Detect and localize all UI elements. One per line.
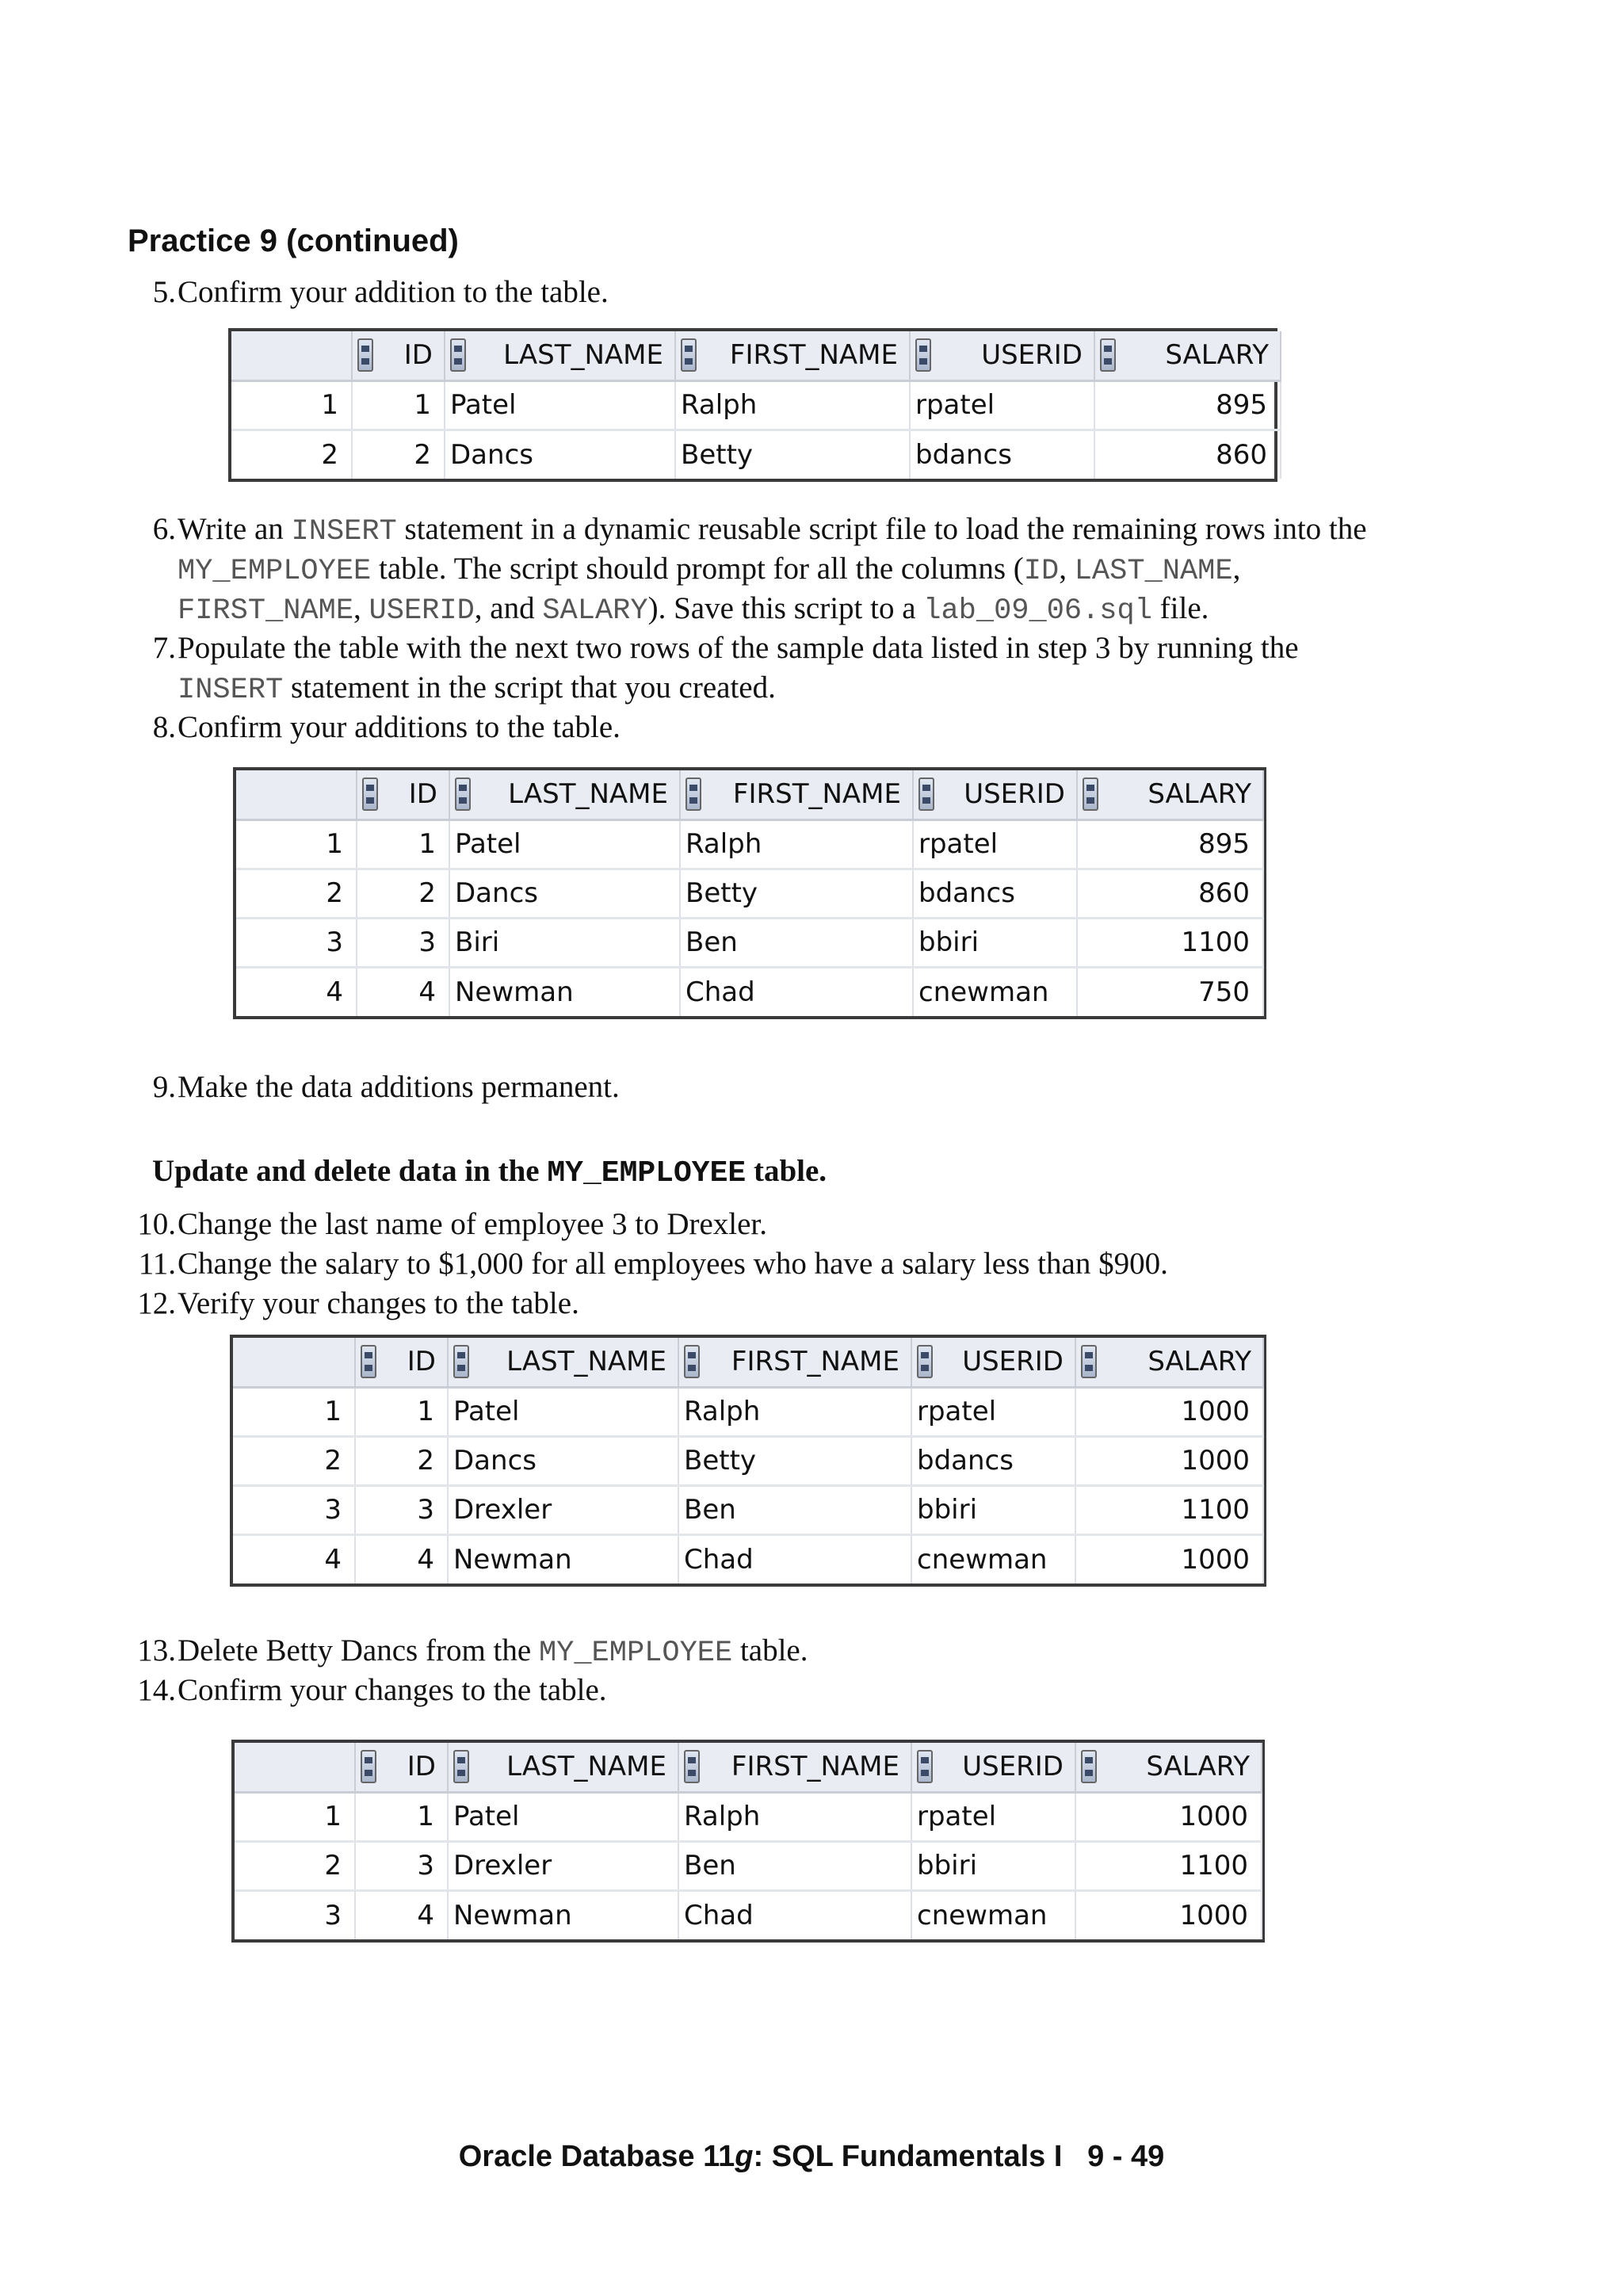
column-header-userid[interactable]	[910, 331, 1094, 380]
row-number-cell[interactable]: 2	[233, 1436, 355, 1485]
sort-icon[interactable]	[455, 777, 471, 811]
cell-id[interactable]: 4	[355, 1890, 448, 1939]
cell-userid[interactable]: cnewman	[913, 967, 1077, 1016]
code-insert: INSERT	[178, 674, 284, 707]
cell-salary[interactable]: 1000	[1075, 1534, 1263, 1584]
table-row[interactable]	[236, 967, 1263, 1016]
text: statement in a dynamic reusable script file to load the remaining rows into the	[396, 512, 1367, 546]
column-header-label: USERID	[962, 1751, 1064, 1783]
sort-icon[interactable]	[684, 1345, 700, 1378]
row-number-cell[interactable]: 1	[231, 380, 352, 430]
column-header-label: FIRST_NAME	[729, 339, 898, 372]
code-insert: INSERT	[291, 515, 397, 548]
step-text	[178, 1631, 808, 1673]
cell-userid[interactable]: bdancs	[910, 430, 1094, 479]
cell-first-name[interactable]: Chad	[678, 1534, 911, 1584]
column-header-label: FIRST_NAME	[732, 778, 901, 811]
header-row	[233, 1338, 1263, 1387]
text: statement in the script that you created.	[283, 670, 776, 705]
code-salary: SALARY	[542, 594, 648, 628]
cell-salary[interactable]: 1000	[1075, 1890, 1262, 1939]
cell-userid[interactable]: bdancs	[911, 1436, 1075, 1485]
column-header-label: SALARY	[1165, 339, 1269, 372]
step-number: 5.	[152, 275, 176, 309]
cell-salary[interactable]: 1100	[1077, 918, 1263, 967]
step-text: Confirm your changes to the table.	[178, 1673, 607, 1707]
cell-last-name[interactable]: Newman	[449, 967, 680, 1016]
cell-first-name[interactable]: Ralph	[675, 380, 910, 430]
cell-id[interactable]: 1	[357, 819, 449, 869]
step-text-line-1: Populate the table with the next two rows of the sample data listed in step 3 by running the	[178, 631, 1299, 665]
code-filename: lab_09_06.sql	[923, 594, 1152, 628]
step-number: 9.	[152, 1070, 176, 1104]
result-grid-2	[233, 767, 1266, 1019]
step-text-line-2	[178, 549, 1240, 591]
column-header-salary[interactable]	[1075, 1338, 1263, 1387]
cell-id[interactable]: 2	[357, 869, 449, 918]
cell-salary[interactable]: 1000	[1075, 1436, 1263, 1485]
column-header-id[interactable]	[357, 770, 449, 819]
sort-icon[interactable]	[685, 777, 701, 811]
sort-icon[interactable]	[1083, 777, 1098, 811]
column-header-userid[interactable]	[911, 1338, 1075, 1387]
cell-userid[interactable]: bbiri	[911, 1841, 1075, 1890]
step-text: Change the last name of employee 3 to Drexler.	[178, 1207, 768, 1241]
section-heading	[152, 1153, 827, 1190]
cell-last-name[interactable]: Dancs	[449, 869, 680, 918]
table-row[interactable]	[231, 380, 1281, 430]
step-text: Confirm your addition to the table.	[178, 275, 609, 309]
table-row[interactable]	[235, 1890, 1262, 1939]
cell-salary[interactable]: 860	[1094, 430, 1281, 479]
step-text: Change the salary to $1,000 for all employees who have a salary less than $900.	[178, 1247, 1168, 1281]
cell-salary[interactable]: 895	[1077, 819, 1263, 869]
result-grid-4	[231, 1740, 1265, 1943]
sort-icon[interactable]	[361, 1750, 376, 1783]
table-row[interactable]	[236, 819, 1263, 869]
column-header-id[interactable]	[355, 1338, 448, 1387]
table-row[interactable]	[236, 918, 1263, 967]
cell-salary[interactable]: 895	[1094, 380, 1281, 430]
row-number-cell[interactable]: 2	[235, 1841, 355, 1890]
sort-icon[interactable]	[453, 1750, 469, 1783]
cell-first-name[interactable]: Chad	[680, 967, 913, 1016]
cell-last-name[interactable]: Patel	[448, 1387, 678, 1436]
cell-salary[interactable]: 860	[1077, 869, 1263, 918]
step-7	[127, 628, 1601, 668]
sort-icon[interactable]	[918, 777, 934, 811]
row-number-cell[interactable]: 4	[233, 1534, 355, 1584]
column-header-first-name[interactable]	[680, 770, 913, 819]
sort-icon[interactable]	[681, 338, 697, 372]
text: , and	[474, 591, 543, 625]
table-row[interactable]	[233, 1534, 1263, 1584]
cell-id[interactable]: 4	[355, 1534, 448, 1584]
cell-last-name[interactable]: Drexler	[448, 1485, 678, 1534]
step-13	[127, 1631, 1601, 1671]
table-row[interactable]	[233, 1485, 1263, 1534]
sort-icon[interactable]	[453, 1345, 469, 1378]
cell-first-name[interactable]: Ralph	[680, 819, 913, 869]
column-header-last-name[interactable]	[448, 1743, 678, 1792]
cell-userid[interactable]: bbiri	[913, 918, 1077, 967]
footer-text-italic: g	[735, 2140, 754, 2173]
column-header-label: LAST_NAME	[503, 339, 663, 372]
table-row[interactable]	[233, 1436, 1263, 1485]
step-10	[127, 1205, 1601, 1244]
page-footer	[0, 2140, 1623, 2174]
cell-first-name[interactable]: Ben	[680, 918, 913, 967]
table-row[interactable]	[236, 869, 1263, 918]
corner-header	[231, 331, 352, 380]
code-first-name: FIRST_NAME	[178, 594, 354, 628]
cell-userid[interactable]: cnewman	[911, 1890, 1075, 1939]
row-number-cell[interactable]: 3	[236, 918, 357, 967]
column-header-label: LAST_NAME	[506, 1346, 666, 1378]
cell-last-name[interactable]: Newman	[448, 1890, 678, 1939]
cell-last-name[interactable]: Dancs	[448, 1436, 678, 1485]
cell-id[interactable]: 1	[355, 1387, 448, 1436]
code-my-employee: MY_EMPLOYEE	[547, 1156, 747, 1190]
code-last-name: LAST_NAME	[1074, 555, 1233, 588]
step-6-line-3	[127, 589, 1601, 628]
step-6-line-2	[127, 549, 1601, 589]
cell-userid[interactable]: rpatel	[911, 1792, 1075, 1841]
step-6	[127, 510, 1601, 549]
row-number-cell[interactable]: 4	[236, 967, 357, 1016]
sort-icon[interactable]	[361, 1345, 376, 1378]
header-row	[236, 770, 1263, 819]
cell-first-name[interactable]: Ralph	[678, 1387, 911, 1436]
result-table	[236, 770, 1264, 1016]
column-header-salary[interactable]	[1094, 331, 1281, 380]
cell-id[interactable]: 4	[357, 967, 449, 1016]
cell-userid[interactable]: bdancs	[913, 869, 1077, 918]
text: Update and delete data in the	[152, 1154, 548, 1188]
corner-header	[235, 1743, 355, 1792]
cell-id[interactable]: 1	[352, 380, 445, 430]
cell-first-name[interactable]: Betty	[678, 1436, 911, 1485]
cell-last-name[interactable]: Dancs	[445, 430, 675, 479]
column-header-id[interactable]	[355, 1743, 448, 1792]
cell-id[interactable]: 3	[355, 1485, 448, 1534]
cell-userid[interactable]: cnewman	[911, 1534, 1075, 1584]
step-number: 10.	[137, 1207, 176, 1241]
result-table	[233, 1338, 1264, 1584]
step-text: Confirm your additions to the table.	[178, 710, 621, 744]
table-row[interactable]	[231, 430, 1281, 479]
step-text-line-3	[178, 589, 1209, 631]
text: table.	[746, 1154, 827, 1188]
result-table	[231, 331, 1281, 479]
step-text-line-1	[178, 510, 1367, 552]
footer-text: Oracle Database 11	[458, 2140, 735, 2173]
column-header-label: LAST_NAME	[508, 778, 668, 811]
sort-icon[interactable]	[1100, 338, 1116, 372]
row-number-cell[interactable]: 1	[235, 1792, 355, 1841]
column-header-label: SALARY	[1148, 778, 1251, 811]
step-number: 6.	[152, 512, 176, 546]
result-grid-1	[228, 328, 1277, 482]
step-11	[127, 1244, 1601, 1284]
column-header-label: FIRST_NAME	[731, 1346, 899, 1378]
column-header-salary[interactable]	[1077, 770, 1263, 819]
sort-icon[interactable]	[357, 338, 373, 372]
sort-icon[interactable]	[1081, 1345, 1097, 1378]
column-header-label: ID	[407, 1346, 436, 1378]
row-number-cell[interactable]: 3	[235, 1890, 355, 1939]
cell-id[interactable]: 1	[355, 1792, 448, 1841]
text: Delete Betty Dancs from the	[178, 1633, 539, 1668]
sort-icon[interactable]	[915, 338, 931, 372]
column-header-label: USERID	[981, 339, 1083, 372]
sort-icon[interactable]	[917, 1345, 933, 1378]
sort-icon[interactable]	[684, 1750, 700, 1783]
column-header-label: ID	[407, 1751, 436, 1783]
text: table. The script should prompt for all the columns (	[371, 552, 1024, 586]
column-header-first-name[interactable]	[678, 1743, 911, 1792]
cell-first-name[interactable]: Ralph	[678, 1792, 911, 1841]
cell-first-name[interactable]: Betty	[675, 430, 910, 479]
cell-userid[interactable]: rpatel	[911, 1387, 1075, 1436]
step-number: 11.	[138, 1247, 176, 1281]
table-row[interactable]	[235, 1841, 1262, 1890]
column-header-label: ID	[408, 778, 437, 811]
cell-userid[interactable]: bbiri	[911, 1485, 1075, 1534]
text: Write an	[178, 512, 292, 546]
column-header-label: LAST_NAME	[506, 1751, 666, 1783]
column-header-label: SALARY	[1146, 1751, 1250, 1783]
cell-salary[interactable]: 1000	[1075, 1387, 1263, 1436]
cell-salary[interactable]: 1100	[1075, 1485, 1263, 1534]
cell-first-name[interactable]: Ben	[678, 1485, 911, 1534]
column-header-last-name[interactable]	[448, 1338, 678, 1387]
cell-first-name[interactable]: Chad	[678, 1890, 911, 1939]
result-grid-3	[230, 1335, 1266, 1587]
result-table	[235, 1743, 1262, 1939]
text: ,	[353, 591, 369, 625]
cell-userid[interactable]: rpatel	[910, 380, 1094, 430]
table-row[interactable]	[235, 1792, 1262, 1841]
step-number: 14.	[137, 1673, 176, 1707]
column-header-userid[interactable]	[911, 1743, 1075, 1792]
column-header-last-name[interactable]	[449, 770, 680, 819]
cell-last-name[interactable]: Biri	[449, 918, 680, 967]
footer-text: : SQL Fundamentals I 9 - 49	[753, 2140, 1165, 2173]
text: ,	[1059, 552, 1075, 586]
cell-last-name[interactable]: Patel	[448, 1792, 678, 1841]
column-header-label: FIRST_NAME	[731, 1751, 899, 1783]
text: table.	[732, 1633, 808, 1668]
sort-icon[interactable]	[917, 1750, 933, 1783]
cell-first-name[interactable]: Betty	[680, 869, 913, 918]
column-header-first-name[interactable]	[675, 331, 910, 380]
column-header-last-name[interactable]	[445, 331, 675, 380]
corner-header	[233, 1338, 355, 1387]
text: ,	[1232, 552, 1241, 586]
column-header-salary[interactable]	[1075, 1743, 1262, 1792]
code-id: ID	[1023, 555, 1060, 588]
step-text: Verify your changes to the table.	[178, 1286, 579, 1320]
cell-id[interactable]: 3	[357, 918, 449, 967]
row-number-cell[interactable]: 2	[236, 869, 357, 918]
column-header-label: SALARY	[1148, 1346, 1251, 1378]
cell-salary[interactable]: 1000	[1075, 1792, 1262, 1841]
step-14	[127, 1671, 1601, 1710]
corner-header	[236, 770, 357, 819]
cell-salary[interactable]: 750	[1077, 967, 1263, 1016]
cell-salary[interactable]: 1100	[1075, 1841, 1262, 1890]
step-number: 13.	[137, 1633, 176, 1668]
cell-id[interactable]: 2	[355, 1436, 448, 1485]
step-number: 12.	[137, 1286, 176, 1320]
step-number: 8.	[152, 710, 176, 744]
row-number-cell[interactable]: 3	[233, 1485, 355, 1534]
table-row[interactable]	[233, 1387, 1263, 1436]
code-my-employee: MY_EMPLOYEE	[538, 1637, 733, 1670]
sort-icon[interactable]	[450, 338, 466, 372]
step-text: Make the data additions permanent.	[178, 1070, 620, 1104]
row-number-cell[interactable]: 1	[233, 1387, 355, 1436]
column-header-id[interactable]	[352, 331, 445, 380]
cell-userid[interactable]: rpatel	[913, 819, 1077, 869]
cell-id[interactable]: 3	[355, 1841, 448, 1890]
cell-id[interactable]: 2	[352, 430, 445, 479]
step-7-line-2	[127, 668, 1601, 708]
step-8	[127, 708, 1553, 747]
cell-last-name[interactable]: Patel	[445, 380, 675, 430]
column-header-userid[interactable]	[913, 770, 1077, 819]
cell-last-name[interactable]: Patel	[449, 819, 680, 869]
cell-first-name[interactable]: Ben	[678, 1841, 911, 1890]
cell-last-name[interactable]: Newman	[448, 1534, 678, 1584]
row-number-cell[interactable]: 2	[231, 430, 352, 479]
code-my-employee: MY_EMPLOYEE	[178, 555, 372, 588]
header-row	[235, 1743, 1262, 1792]
column-header-first-name[interactable]	[678, 1338, 911, 1387]
text: ). Save this script to a	[647, 591, 924, 625]
row-number-cell[interactable]: 1	[236, 819, 357, 869]
practice-heading: Practice 9 (continued)	[128, 223, 459, 258]
step-5	[127, 273, 1553, 312]
step-number: 7.	[152, 631, 176, 665]
sort-icon[interactable]	[1081, 1750, 1097, 1783]
step-text-line-2	[178, 668, 776, 710]
step-12	[127, 1284, 1601, 1324]
cell-last-name[interactable]: Drexler	[448, 1841, 678, 1890]
header-row	[231, 331, 1281, 380]
text: file.	[1151, 591, 1209, 625]
sort-icon[interactable]	[362, 777, 378, 811]
column-header-label: USERID	[962, 1346, 1064, 1378]
step-9	[127, 1068, 1553, 1107]
column-header-label: USERID	[964, 778, 1065, 811]
code-userid: USERID	[369, 594, 475, 628]
column-header-label: ID	[403, 339, 433, 372]
